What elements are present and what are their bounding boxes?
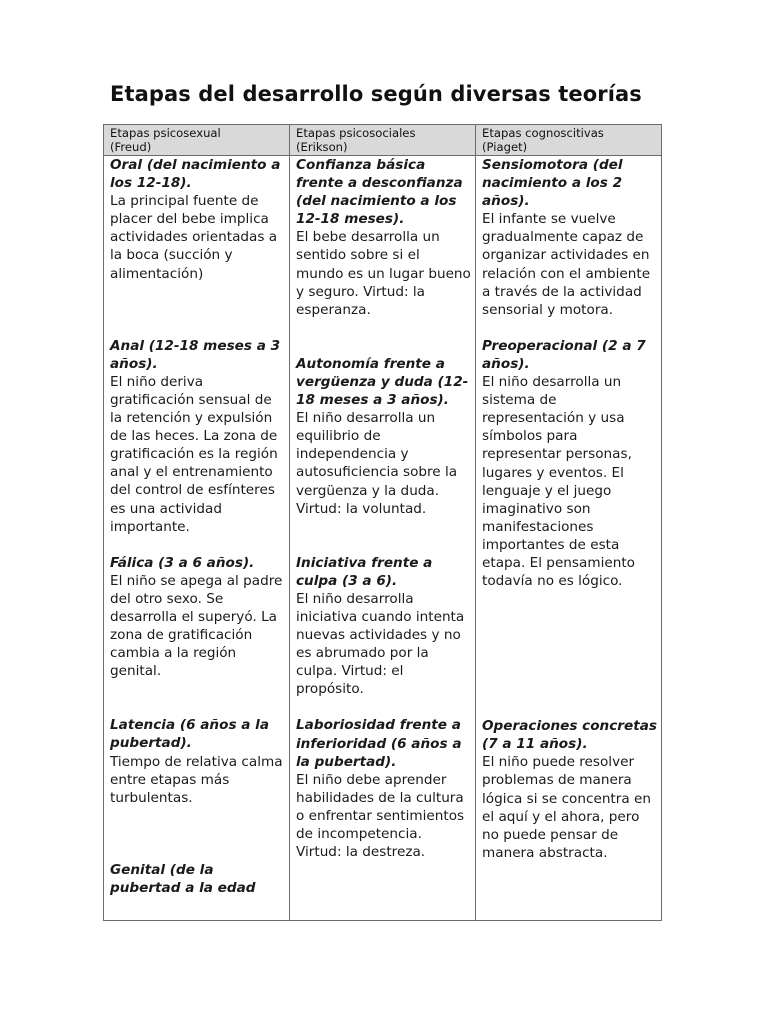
stage-title: Operaciones concretas (7 a 11 años). (482, 718, 657, 753)
header-line: (Freud) (110, 140, 152, 154)
stage-title: Genital (de la pubertad a la edad (110, 861, 256, 896)
table-header-row (104, 125, 662, 156)
development-stages-table (103, 124, 662, 921)
header-line: (Erikson) (296, 140, 348, 154)
table-body-row (104, 156, 662, 921)
erikson-stage-autonomia (296, 355, 471, 518)
stage-description: La principal fuente de placer del bebe implica actividades orientadas a la boca (succión y alimentación) (110, 193, 278, 282)
freud-stage-anal (110, 337, 285, 536)
stage-description: El niño deriva gratificación sensual de la retención y expulsión de las heces. La zona de gratificación es la región anal y el entrenamiento del control de esfínteres es una actividad importante. (110, 373, 278, 535)
stage-title: Autonomía frente a vergüenza y duda (12-18 meses a 3 años). (296, 355, 469, 409)
stage-description: El niño desarrolla iniciativa cuando intenta nuevas actividades y no es abrumado por la culpa. Virtud: el propósito. (296, 590, 465, 698)
document-title: Etapas del desarrollo según diversas teorías (110, 82, 642, 106)
stage-title: Laboriosidad frente a inferioridad (6 años a la pubertad). (296, 717, 462, 770)
stage-title: Iniciativa frente a culpa (3 a 6). (296, 554, 433, 589)
header-line: (Piaget) (482, 140, 528, 154)
erikson-stage-laboriosidad (296, 716, 471, 861)
stage-description: Tiempo de relativa calma entre etapas más turbulentas. (110, 753, 283, 806)
header-piaget (476, 125, 662, 156)
piaget-stage-operaciones-concretas (482, 717, 657, 862)
header-erikson (290, 125, 476, 156)
erikson-stage-iniciativa (296, 554, 471, 699)
piaget-stage-preoperacional (482, 337, 657, 590)
erikson-column (290, 156, 476, 921)
freud-stage-falica (110, 554, 285, 681)
stage-description: El niño se apega al padre del otro sexo. Se desarrolla el superyó. La zona de gratificación cambia a la región genital. (110, 572, 283, 680)
stage-description: El niño desarrolla un equilibrio de independencia y autosuficiencia sobre la vergüenza y la duda. Virtud: la voluntad. (296, 410, 458, 517)
erikson-stage-confianza (296, 156, 471, 319)
stage-title: Oral (del nacimiento a los 12-18). (110, 157, 281, 192)
stage-title: Confianza básica frente a desconfianza (del nacimiento a los 12-18 meses). (296, 157, 463, 228)
freud-stage-genital (110, 861, 285, 897)
piaget-column (476, 156, 662, 921)
header-line: Etapas psicosexual (110, 126, 221, 140)
stage-title: Preoperacional (2 a 7 años). (482, 337, 646, 372)
stage-description: El niño debe aprender habilidades de la cultura o enfrentar sentimientos de incompetencia. Virtud: la destreza. (296, 771, 465, 861)
stage-title: Latencia (6 años a la pubertad). (110, 717, 270, 752)
freud-column (104, 156, 290, 921)
stage-description: El niño puede resolver problemas de manera lógica si se concentra en el aquí y el ahora, pero no puede pensar de manera abstracta. (482, 754, 651, 861)
piaget-stage-sensiomotora (482, 156, 657, 319)
stage-description: El niño desarrolla un sistema de representación y usa símbolos para representar personas, lugares y eventos. El lenguaje y el juego imaginativo son manifestaciones importantes de esta etapa. El pensamiento todavía no es lógico. (482, 374, 635, 590)
header-line: Etapas psicosociales (296, 126, 416, 140)
freud-stage-oral (110, 156, 285, 283)
header-freud (104, 125, 290, 156)
freud-stage-latencia (110, 716, 285, 806)
stage-description: El infante se vuelve gradualmente capaz de organizar actividades en relación con el ambiente a través de la actividad sensorial y motora. (482, 211, 651, 318)
header-line: Etapas cognoscitivas (482, 126, 604, 140)
stage-description: El bebe desarrolla un sentido sobre si el mundo es un lugar bueno y seguro. Virtud: la esperanza. (296, 229, 471, 318)
stage-title: Fálica (3 a 6 años). (110, 554, 255, 571)
stage-title: Anal (12-18 meses a 3 años). (110, 337, 281, 372)
stage-title: Sensiomotora (del nacimiento a los 2 años). (482, 157, 623, 210)
